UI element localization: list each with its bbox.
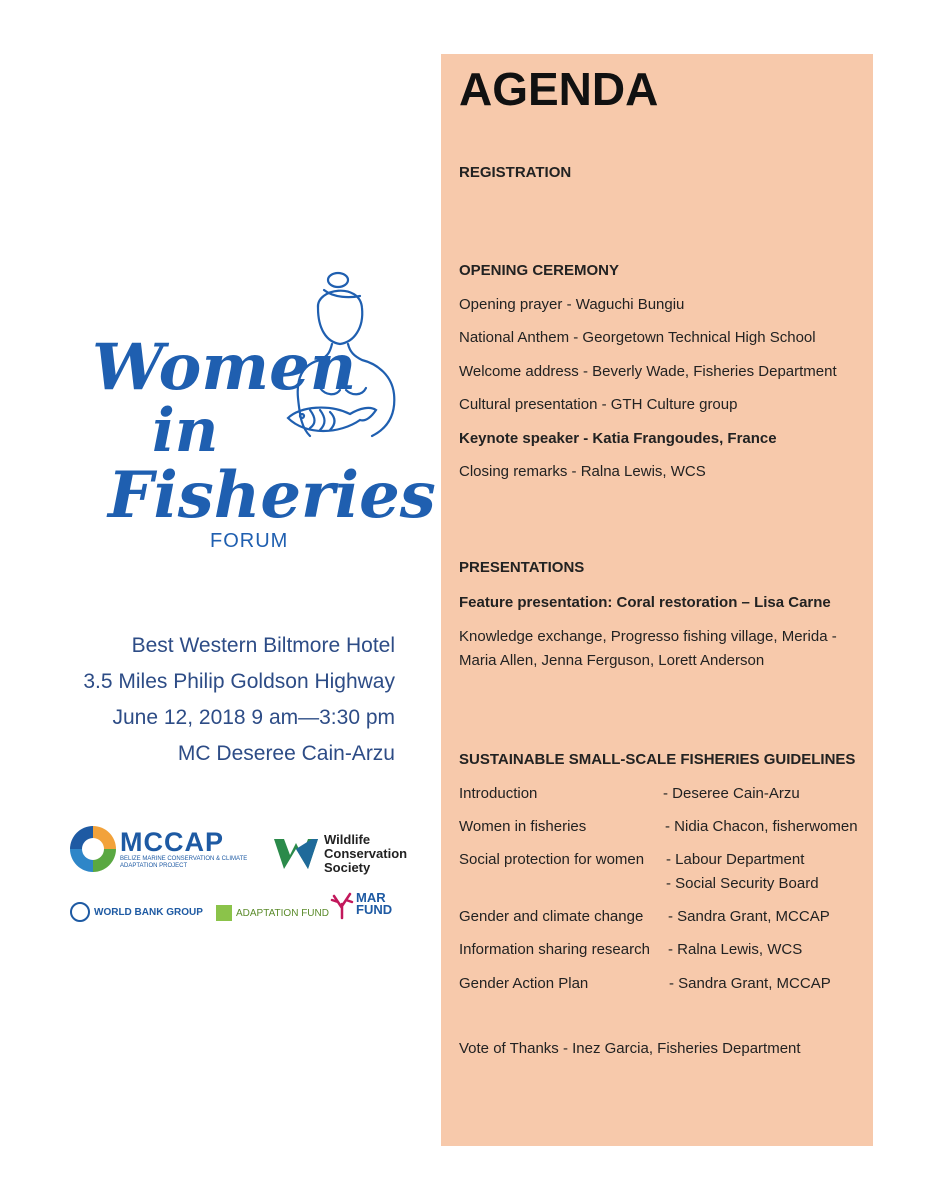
guideline-topic: Gender Action Plan: [459, 975, 589, 992]
logo-word-women: Women: [92, 330, 357, 405]
guideline-speaker: - Sandra Grant, MCCAP: [668, 908, 830, 925]
guideline-row: [459, 785, 800, 802]
feature-presentation: Feature presentation: Coral restoration – Lisa Carne: [459, 594, 831, 611]
wcs-line-3: Society: [324, 860, 371, 875]
wcs-logo: [272, 833, 407, 875]
guideline-speaker: - Labour Department: [666, 851, 805, 868]
guideline-speaker: - Sandra Grant, MCCAP: [669, 975, 831, 992]
venue-hotel: Best Western Biltmore Hotel: [131, 634, 395, 657]
venue-date-time: June 12, 2018 9 am—3:30 pm: [112, 706, 395, 729]
adaptation-fund-name: ADAPTATION FUND: [236, 907, 329, 919]
coral-icon: [330, 888, 354, 920]
logo-word-forum: FORUM: [210, 530, 289, 552]
guideline-row: [459, 975, 831, 992]
wcs-line-2: Conservation: [324, 846, 408, 861]
logo-word-in: in: [152, 396, 219, 466]
presentations-heading: PRESENTATIONS: [459, 559, 585, 576]
world-bank-logo: [70, 902, 203, 922]
mar-fund-line-1: MAR: [356, 890, 386, 905]
mccap-subtitle: BELIZE MARINE CONSERVATION & CLIMATE ADAPTATION PROJECT: [120, 856, 248, 869]
mccap-emblem-icon: [70, 826, 116, 872]
forum-logo: [80, 268, 436, 558]
guideline-topic: Women in fisheries: [459, 818, 587, 835]
guideline-row: [459, 941, 803, 958]
guideline-topic: Gender and climate change: [459, 908, 644, 925]
knowledge-exchange-line-2: Maria Allen, Jenna Ferguson, Lorett Anderson: [459, 652, 765, 669]
wcs-line-1: Wildlife: [324, 832, 371, 847]
agenda-item: Welcome address - Beverly Wade, Fisheries Department: [459, 363, 837, 380]
guideline-topic: Social protection for women: [459, 851, 645, 868]
knowledge-exchange-line-1: Knowledge exchange, Progresso fishing village, Merida -: [459, 628, 837, 645]
mar-fund-line-2: FUND: [356, 902, 393, 917]
venue-mc: MC Deseree Cain-Arzu: [177, 742, 395, 765]
adaptation-fund-logo: [216, 905, 329, 921]
guidelines-heading: SUSTAINABLE SMALL-SCALE FISHERIES GUIDELINES: [459, 751, 856, 768]
world-bank-name: WORLD BANK GROUP: [94, 906, 203, 918]
registration-heading: REGISTRATION: [459, 164, 572, 181]
mccap-name: MCCAP: [120, 827, 224, 857]
agenda-item-keynote: Keynote speaker - Katia Frangoudes, France: [459, 430, 777, 447]
agenda-item: Cultural presentation - GTH Culture group: [459, 396, 738, 413]
venue-info: [83, 628, 395, 772]
guideline-row: [459, 818, 858, 835]
adaptation-fund-icon: [216, 905, 232, 921]
globe-icon: [70, 902, 90, 922]
guideline-topic: Information sharing research: [459, 941, 650, 958]
mccap-logo: [70, 826, 270, 872]
guideline-speaker: - Nidia Chacon, fisherwomen: [665, 818, 858, 835]
agenda-item: Closing remarks - Ralna Lewis, WCS: [459, 463, 706, 480]
guideline-topic: Introduction: [459, 785, 538, 802]
opening-ceremony-heading: OPENING CEREMONY: [459, 262, 620, 279]
vote-of-thanks: Vote of Thanks - Inez Garcia, Fisheries Department: [459, 1040, 801, 1057]
guideline-speaker: - Deseree Cain-Arzu: [663, 785, 800, 802]
mar-fund-logo: [330, 888, 392, 920]
venue-address: 3.5 Miles Philip Goldson Highway: [83, 670, 395, 693]
guideline-row: [459, 851, 805, 868]
guideline-speaker: - Social Security Board: [666, 875, 819, 892]
agenda-item: Opening prayer - Waguchi Bungiu: [459, 296, 685, 313]
logo-word-fisheries: Fisheries: [108, 458, 436, 533]
agenda-item: National Anthem - Georgetown Technical High School: [459, 329, 816, 346]
guideline-row: [459, 908, 830, 925]
wcs-w-icon: [272, 835, 320, 873]
guideline-speaker: - Ralna Lewis, WCS: [668, 941, 803, 958]
agenda-title: AGENDA: [459, 63, 659, 115]
